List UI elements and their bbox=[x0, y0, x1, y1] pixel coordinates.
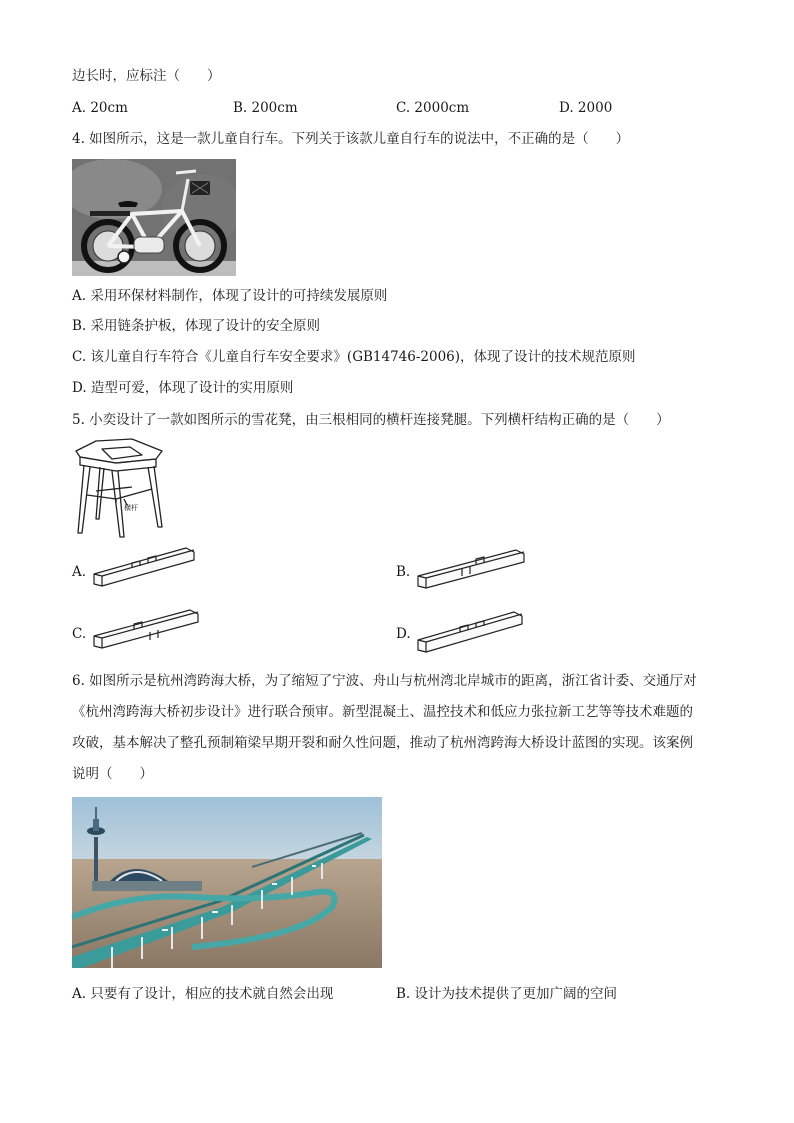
q3-option-a: A. 20cm bbox=[72, 100, 128, 116]
q6-stem-line-3: 攻破，基本解决了整孔预制箱梁早期开裂和耐久性问题，推动了杭州湾跨海大桥设计蓝图的实现。该案例 bbox=[72, 735, 693, 751]
crossbar-option-b bbox=[416, 542, 528, 592]
q5-option-b-label: B. bbox=[396, 564, 411, 580]
bicycle-image bbox=[72, 159, 236, 276]
q6-stem-line-4: 说明（ ） bbox=[72, 766, 153, 782]
q5-option-a-label: A. bbox=[72, 564, 87, 580]
snowflake-stool-figure bbox=[72, 437, 172, 539]
q6-stem-line-2: 《杭州湾跨海大桥初步设计》进行联合预审。新型混凝土、温控技术和低应力张拉新工艺等等技术难题的 bbox=[72, 704, 693, 720]
crossbar-option-a bbox=[92, 540, 198, 590]
q6-option-a: A. 只要有了设计，相应的技术就自然会出现 bbox=[72, 986, 334, 1002]
q4-option-a: A. 采用环保材料制作，体现了设计的可持续发展原则 bbox=[72, 288, 388, 304]
q6-stem-line-1: 6. 如图所示是杭州湾跨海大桥，为了缩短了宁波、舟山与杭州湾北岸城市的距离，浙江省计委、交通厅对 bbox=[72, 673, 697, 689]
q4-option-c: C. 该儿童自行车符合《儿童自行车安全要求》(GB14746-2006)，体现了设计的技术规范原则 bbox=[72, 349, 636, 365]
bridge-photo bbox=[72, 797, 382, 968]
crossbar-label: 横杆 bbox=[124, 504, 138, 512]
crossbar-option-d bbox=[416, 604, 526, 656]
q4-stem: 4. 如图所示，这是一款儿童自行车。下列关于该款儿童自行车的说法中，不正确的是（ ） bbox=[72, 131, 630, 147]
q5-stem: 5. 小奕设计了一款如图所示的雪花凳，由三根相同的横杆连接凳腿。下列横杆结构正确的是（ ） bbox=[72, 412, 670, 428]
q3-option-c: C. 2000cm bbox=[396, 100, 470, 116]
crossbar-option-c bbox=[92, 602, 202, 652]
q6-option-b: B. 设计为技术提供了更加广阔的空间 bbox=[396, 986, 618, 1002]
q3-option-d: D. 2000 bbox=[559, 100, 613, 116]
q5-option-d-label: D. bbox=[396, 626, 411, 642]
q4-option-d: D. 造型可爱，体现了设计的实用原则 bbox=[72, 380, 294, 396]
q3-stem-tail: 边长时，应标注（ ） bbox=[72, 68, 221, 84]
q5-option-c-label: C. bbox=[72, 626, 87, 642]
q3-option-b: B. 200cm bbox=[233, 100, 298, 116]
q4-option-b: B. 采用链条护板，体现了设计的安全原则 bbox=[72, 318, 321, 334]
